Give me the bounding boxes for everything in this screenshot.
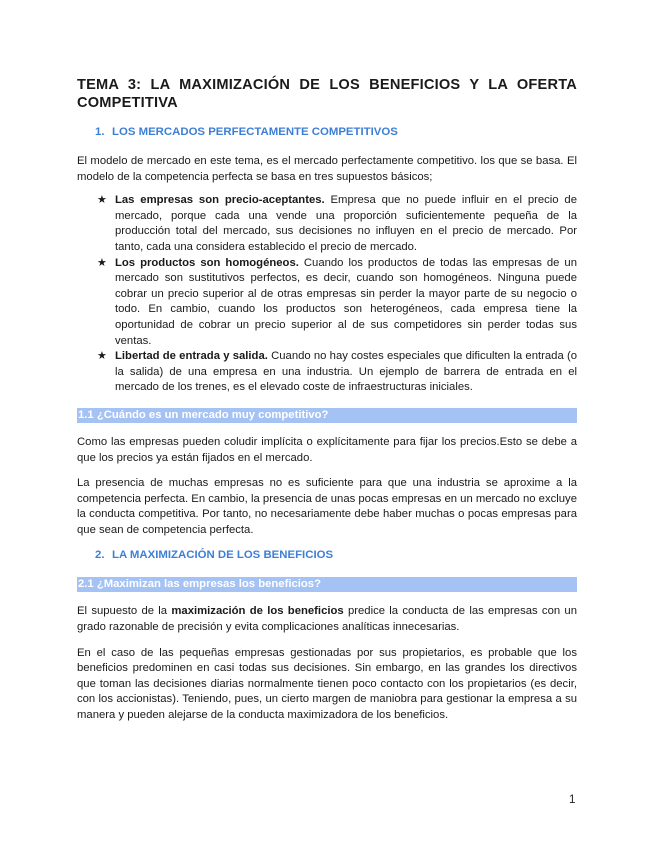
star-icon: ★ [97,256,107,269]
subsection-2-1-paragraph [77,604,577,635]
list-item [77,349,577,396]
list-item [77,193,577,255]
assumptions-list [77,193,577,396]
emphasis-text: maximización de los beneficios [171,605,344,618]
section-1-intro: El modelo de mercado en este tema, es el mercado perfectamente competitivo. los que se basa. El modelo de la competencia perfecta se basa en tres supuestos básicos; [77,155,577,183]
section-1-number: 1. [95,126,105,138]
star-icon: ★ [97,194,107,207]
section-1-title: LOS MERCADOS PERFECTAMENTE COMPETITIVOS [112,126,398,138]
paragraph-text: predice la conducta de las empresas con un grado razonable de precisión y evita complicaciones analíticas innecesarias. [77,605,577,634]
bullet-lead: Libertad de entrada y salida. [115,350,268,363]
subsection-1-1-paragraph: Como las empresas pueden coludir implícita o explícitamente para fijar los precios.Esto se debe a que los precios ya están fijados en el mercado. [77,435,577,464]
star-icon: ★ [97,350,107,363]
bullet-lead: Las empresas son precio-aceptantes. [115,194,325,207]
paragraph-text: El supuesto de la [77,605,172,618]
subsection-1-1-paragraph: La presencia de muchas empresas no es suficiente para que una industria se aproxime a la competencia perfecta. En cambio, la presencia de unas pocas empresas en un mercado no excluye la conducta competitiva. Por tanto, no necesariamente debe haber muchas o pocas empresas para que sean de competencia perfecta. [77,477,577,536]
page-number: 1 [569,794,576,806]
bullet-text: Empresa que no puede influir en el precio de mercado, porque cada una vende una proporción suficientemente pequeña de la producción total del mercado, sus decisiones no influyen en el precio de mercado. Por tanto, cada una considera establecido el precio de mercado. [115,194,578,253]
section-2-heading [95,548,577,563]
subsection-1-1-heading: 1.1 ¿Cuándo es un mercado muy competitivo? [77,408,577,423]
bullet-text: Cuando los productos de todas las empresas de un mercado son sustitutivos perfectos, es decir, cuando son homogéneos. Ninguna puede cobrar un precio superior al de otras empresas sin perder la mayor parte de su negocio o todo. En cambio, cuando los productos son heterogéneos, cada empresa tiene la oportunidad de cobrar un precio superior al de sus competidores sin perder todas sus ventas. [115,256,577,347]
document-body [77,76,577,734]
subsection-2-1-heading: 2.1 ¿Maximizan las empresas los beneficios? [77,577,577,592]
section-2-title: LA MAXIMIZACIÓN DE LOS BENEFICIOS [112,549,334,562]
section-2-number: 2. [95,549,105,562]
bullet-lead: Los productos son homogéneos. [115,256,299,269]
subsection-2-1-paragraph: En el caso de las pequeñas empresas gestionadas por sus propietarios, es probable que los beneficios predominen en casi todas sus decisiones. Sin embargo, en las grandes los directivos que toman las decisiones diarias normalmente tienen poco contacto con los propietarios (es decir, con los accionistas). Teniendo, pues, un cierto margen de maniobra para gestionar la empresa a su manera y pueden alejarse de la conducta maximizadora de los beneficios. [77,646,577,722]
document-title: TEMA 3: LA MAXIMIZACIÓN DE LOS BENEFICIOS Y LA OFERTA COMPETITIVA [77,77,577,111]
list-item [77,256,577,350]
section-1-heading [95,125,577,140]
bullet-text: Cuando no hay costes especiales que dificulten la entrada (o la salida) de una empresa en una industria. Un ejemplo de barrera de entrada en el mercado de los trenes, es el elevado coste de infraestructuras iniciales. [115,350,577,394]
